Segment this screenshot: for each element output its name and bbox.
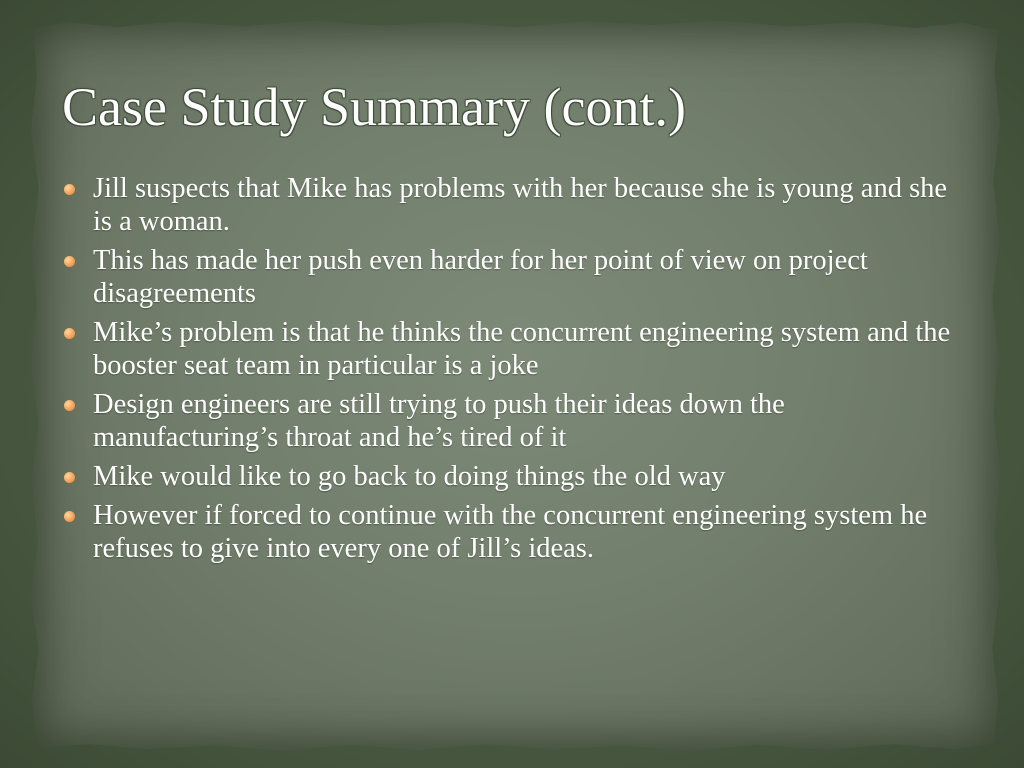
- bullet-item: [62, 316, 967, 382]
- bullet-dot-icon: [64, 328, 75, 339]
- bullet-item: [62, 499, 967, 565]
- bullet-text: However if forced to continue with the concurrent engineering system he refuses to give into every one of Jill’s ideas.: [93, 500, 928, 564]
- bullet-dot-icon: [64, 400, 75, 411]
- bullet-text: Mike would like to go back to doing things the old way: [93, 461, 726, 492]
- bullet-dot-icon: [64, 472, 75, 483]
- bullet-text: This has made her push even harder for her point of view on project disagreements: [93, 245, 868, 309]
- bullet-dot-icon: [64, 184, 75, 195]
- bullet-item: [62, 460, 967, 493]
- bullet-dot-icon: [64, 256, 75, 267]
- bullet-item: [62, 388, 967, 454]
- bullet-list: [62, 172, 967, 571]
- bullet-text: Design engineers are still trying to push their ideas down the manufacturing’s throat and he’s tired of it: [93, 389, 785, 453]
- bullet-dot-icon: [64, 511, 75, 522]
- bullet-item: [62, 172, 967, 238]
- slide-title: Case Study Summary (cont.): [62, 77, 686, 137]
- bullet-text: Jill suspects that Mike has problems with her because she is young and she is a woman.: [93, 173, 948, 237]
- bullet-item: [62, 244, 967, 310]
- bullet-text: Mike’s problem is that he thinks the concurrent engineering system and the booster seat team in particular is a joke: [93, 317, 951, 381]
